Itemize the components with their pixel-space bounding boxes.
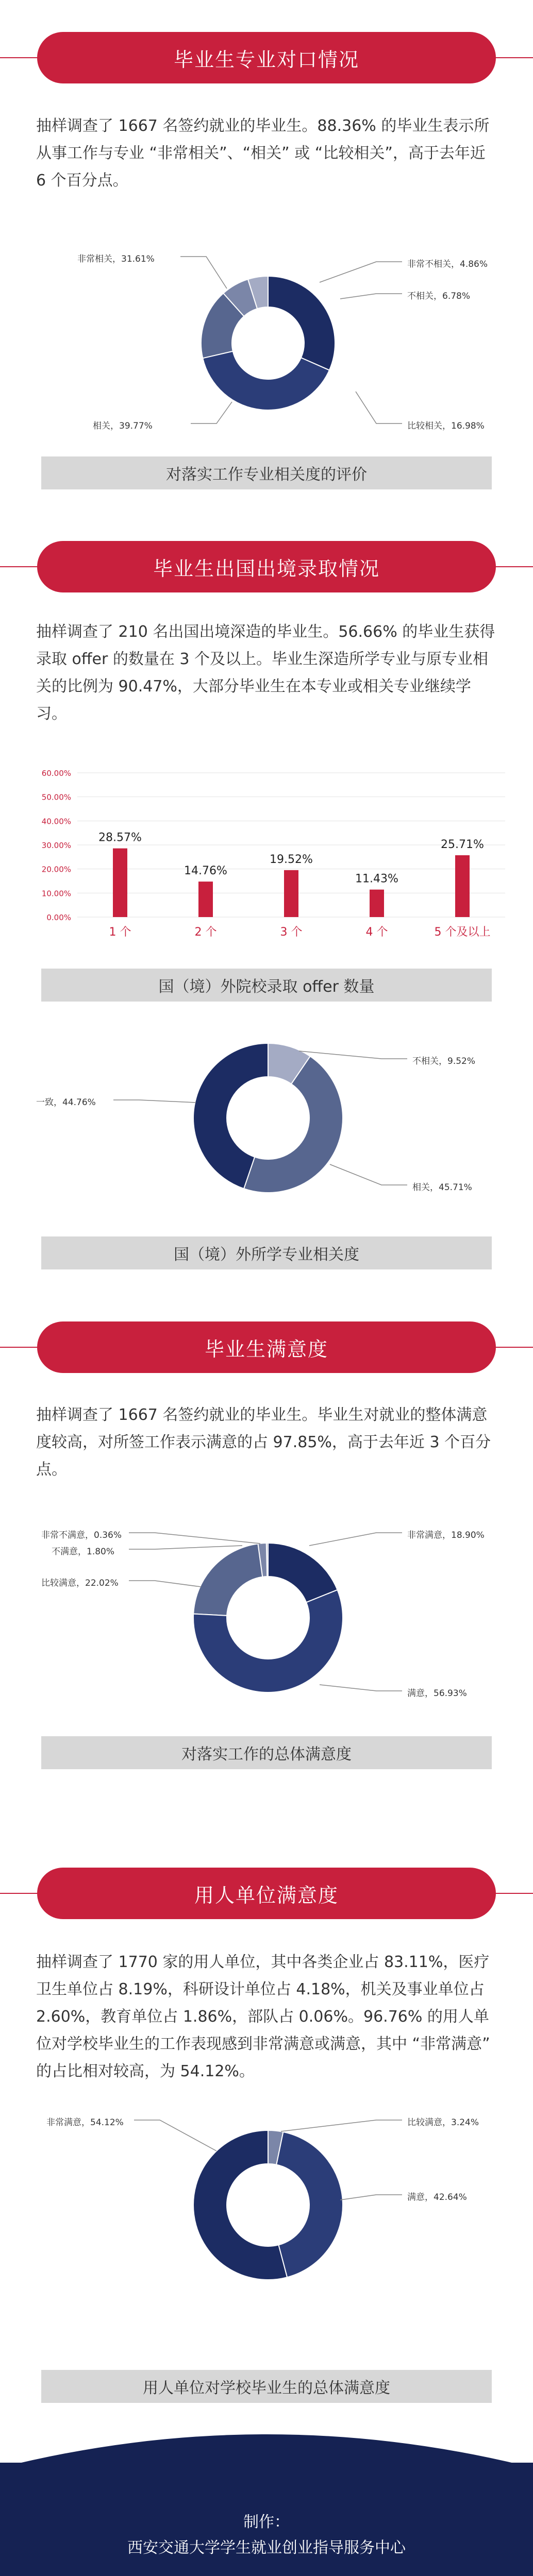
chart-caption: 对落实工作专业相关度的评价: [41, 456, 492, 489]
y-tick-label: 60.00%: [41, 769, 71, 778]
donut-label: 比较相关，16.98%: [407, 421, 485, 431]
chart-caption: 用人单位对学校毕业生的总体满意度: [41, 2370, 492, 2403]
label-leader: [134, 2120, 216, 2151]
donut-label: 相关，39.77%: [93, 421, 153, 431]
made-by-label: 制作：: [243, 2513, 290, 2531]
donut-label: 不满意，1.80%: [52, 1547, 115, 1557]
section-text: 抽样调查了 1770 家的用人单位，其中各类企业占 83.11%，医疗卫生单位占 8.19%，科研设计单位占 4.18%，机关及事业单位占 2.60%，教育单位占 1.86%，部队占 0.06%。96.76% 的用人单位对学校毕业生的工作表现感到非常满意或满意，其中 “非常满意” 的占比相对较高，为 54.12%。: [36, 1953, 490, 2080]
section-text: 抽样调查了 1667 名签约就业的毕业生。88.36% 的毕业生表示所从事工作与专业 “非常相关”、“相关” 或 “比较相关”，高于去年近 6 个百分点。: [36, 117, 490, 190]
y-tick-label: 20.00%: [41, 865, 71, 874]
bar-value-label: 25.71%: [441, 838, 484, 852]
label-leader: [340, 2195, 402, 2200]
bar-value-label: 19.52%: [270, 853, 313, 866]
made-by: 西安交通大学学生就业创业指导服务中心: [127, 2539, 406, 2557]
footer-wave: [0, 2421, 533, 2468]
donut-label: 一致，44.76%: [36, 1097, 96, 1108]
chart-caption: 国（境）外院校录取 offer 数量: [41, 969, 492, 1002]
x-tick-label: 4 个: [365, 926, 388, 939]
donut-label: 非常相关，31.61%: [77, 254, 155, 264]
donut-label: 非常不相关，4.86%: [407, 259, 488, 269]
y-tick-label: 0.00%: [46, 913, 71, 922]
bar-value-label: 11.43%: [355, 872, 398, 886]
section-title: 毕业生专业对口情况: [37, 32, 496, 83]
bar-value-label: 28.57%: [98, 831, 142, 844]
section-text: 抽样调查了 1667 名签约就业的毕业生。毕业生对就业的整体满意度较高，对所签工作表示满意的占 97.85%，高于去年近 3 个百分点。: [36, 1406, 491, 1479]
bar-value-label: 14.76%: [184, 865, 227, 878]
donut-slice-2: [276, 2132, 343, 2277]
donut-label: 不相关，6.78%: [407, 291, 471, 301]
donut-label: 相关，45.71%: [412, 1182, 472, 1193]
section-title: 毕业生满意度: [37, 1321, 496, 1373]
donut-label: 非常满意，54.12%: [46, 2117, 124, 2128]
donut-label: 非常不满意，0.36%: [41, 1530, 122, 1540]
y-tick-label: 30.00%: [41, 841, 71, 850]
section-text: 抽样调查了 210 名出国出境深造的毕业生。56.66% 的毕业生获得录取 offer 的数量在 3 个及以上。毕业生深造所学专业与原专业相关的比例为 90.47%，大部分毕业生在本专业或相关专业继续学习。: [36, 623, 495, 723]
x-tick-label: 3 个: [280, 926, 303, 939]
donut-label: 满意，56.93%: [407, 1688, 467, 1699]
chart-caption: 国（境）外所学专业相关度: [41, 1236, 492, 1269]
label-leader: [281, 2120, 402, 2131]
y-tick-label: 50.00%: [41, 792, 71, 802]
donut-label: 非常满意，18.90%: [407, 1530, 485, 1540]
donut-label: 比较满意，3.24%: [407, 2117, 479, 2128]
footer: [0, 2463, 533, 2576]
y-tick-label: 40.00%: [41, 817, 71, 826]
x-tick-label: 1 个: [109, 926, 131, 939]
donut-label: 比较满意，22.02%: [41, 1578, 119, 1588]
chart-caption: 对落实工作的总体满意度: [41, 1736, 492, 1769]
section-title: 用人单位满意度: [37, 1868, 496, 1919]
x-tick-label: 2 个: [194, 926, 217, 939]
y-tick-label: 10.00%: [41, 889, 71, 899]
x-tick-label: 5 个及以上: [434, 926, 491, 939]
donut-label: 满意，42.64%: [407, 2192, 467, 2202]
donut-label: 不相关，9.52%: [412, 1056, 476, 1066]
section-title: 毕业生出国出境录取情况: [37, 541, 496, 592]
